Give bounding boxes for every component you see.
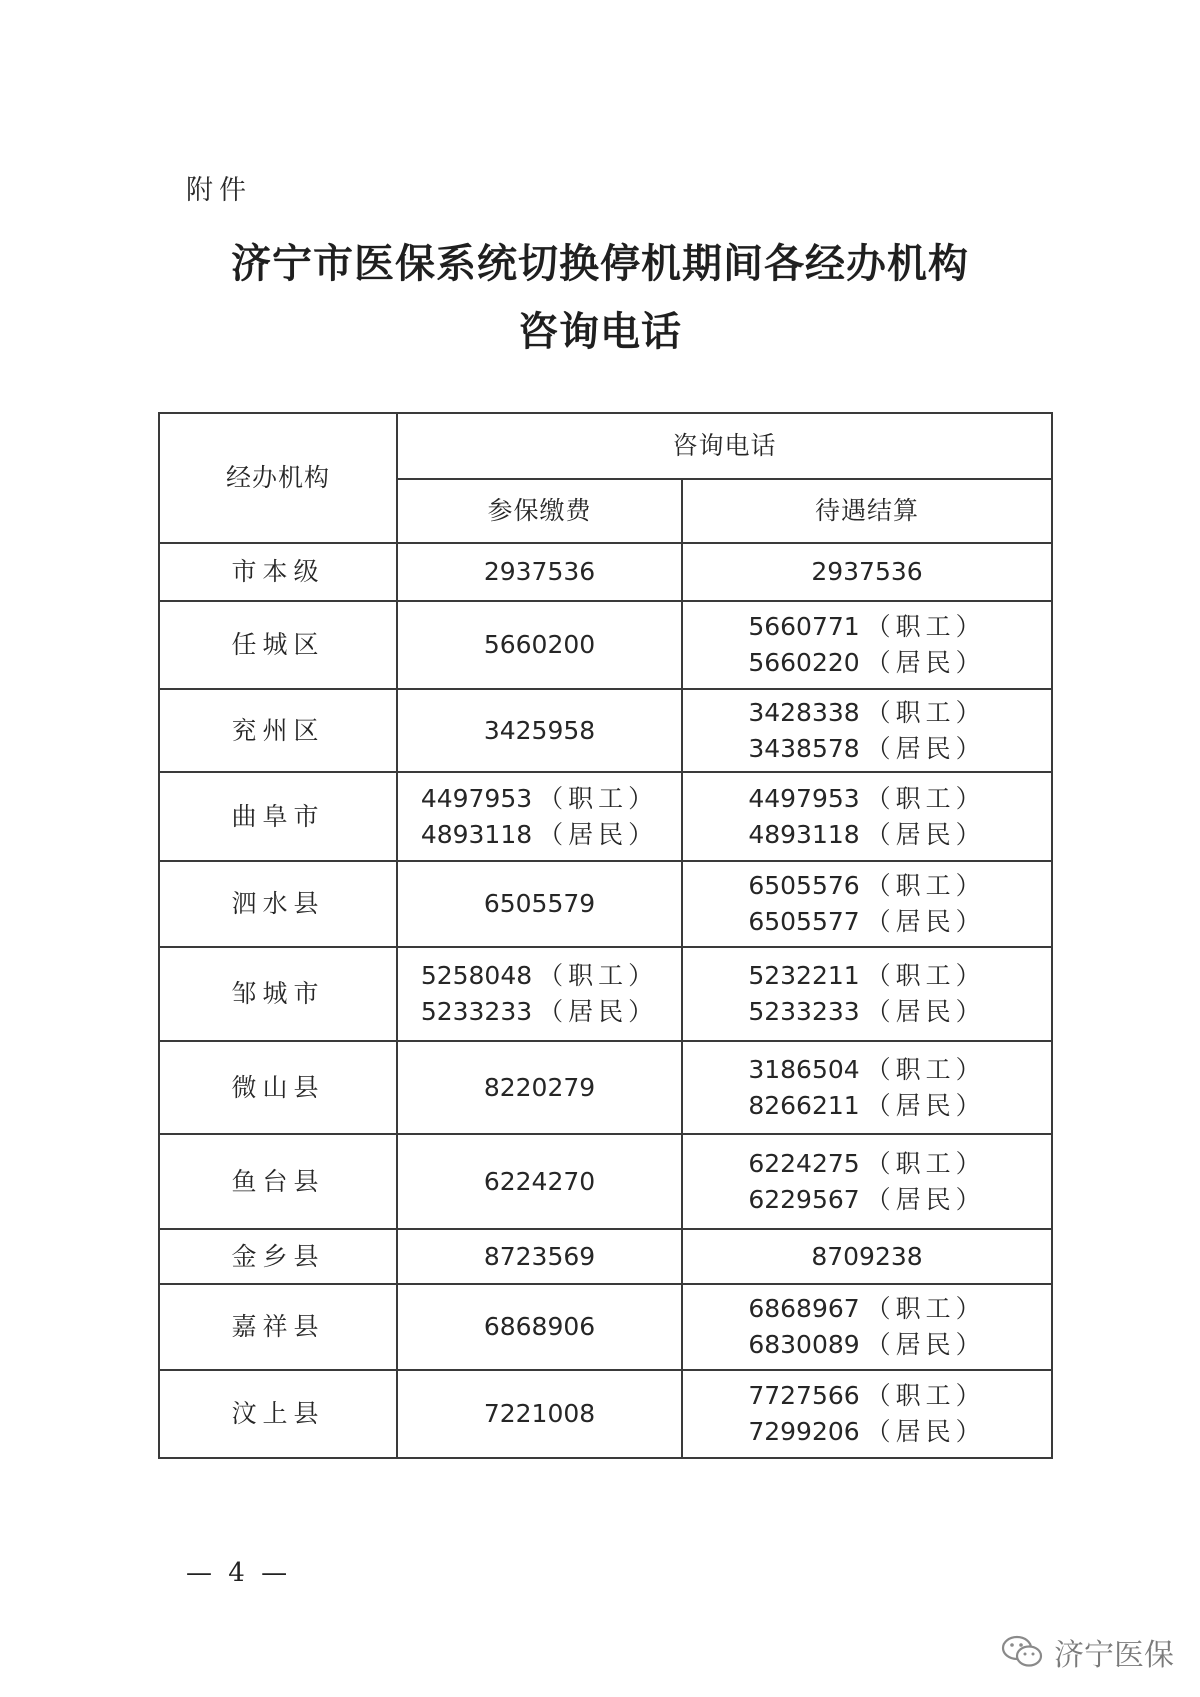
phone-category-tag: （职工） (865, 697, 986, 727)
phone-number: 5660200 (483, 630, 596, 659)
phone-line (398, 1239, 681, 1275)
phone-line (683, 645, 1051, 681)
phone-number: 5660220 (748, 648, 860, 677)
settlement-phone-cell (682, 861, 1052, 947)
settlement-phone-cell (682, 601, 1052, 689)
payment-phone-cell (397, 543, 682, 601)
payment-phone-cell (397, 1284, 682, 1370)
phone-category-tag: （职工） (865, 1054, 986, 1084)
phone-number: 5660771 (748, 612, 860, 641)
phone-number: 6868967 (748, 1294, 860, 1323)
settlement-phone-cell (682, 1370, 1052, 1458)
phone-number: 6868906 (483, 1312, 596, 1341)
phone-number: 6224275 (748, 1148, 860, 1178)
phone-number: 6505577 (748, 907, 860, 936)
phone-line (683, 1378, 1051, 1414)
phone-line (398, 1070, 681, 1106)
header-benefit-settlement: 待遇结算 (682, 479, 1052, 543)
table-row (159, 772, 1052, 861)
phone-number: 8266211 (748, 1090, 860, 1120)
payment-phone-cell (397, 947, 682, 1041)
phone-number: 6229567 (748, 1184, 860, 1214)
settlement-phone-cell (682, 947, 1052, 1041)
agency-cell: 邹城市 (159, 947, 397, 1041)
phone-number: 8709238 (811, 1241, 923, 1271)
document-title-line-2: 咨询电话 (518, 309, 682, 355)
phone-category-tag: （职工） (538, 961, 659, 990)
settlement-phone-cell (682, 1134, 1052, 1229)
phone-category-tag: （居民） (865, 1090, 986, 1120)
phone-category-tag: （居民） (865, 648, 986, 677)
page-number: — 4 — (186, 1558, 292, 1588)
phone-line (398, 817, 681, 853)
phone-line (683, 904, 1051, 940)
table-row (159, 1284, 1052, 1370)
table-row (159, 861, 1052, 947)
phone-number: 8723569 (483, 1241, 596, 1271)
phone-category-tag: （居民） (865, 819, 986, 849)
phone-line (683, 609, 1051, 645)
phone-category-tag: （居民） (538, 819, 659, 849)
watermark (1000, 1630, 1174, 1674)
phone-category-tag: （居民） (865, 733, 986, 763)
agency-cell: 汶上县 (159, 1370, 397, 1458)
settlement-phone-cell (682, 1229, 1052, 1284)
table-row (159, 1134, 1052, 1229)
payment-phone-cell (397, 601, 682, 689)
phone-category-tag: （职工） (538, 783, 659, 813)
agency-cell: 任城区 (159, 601, 397, 689)
settlement-phone-cell (682, 772, 1052, 861)
phone-category-tag: （职工） (865, 783, 986, 813)
agency-cell: 嘉祥县 (159, 1284, 397, 1370)
settlement-phone-cell (682, 1284, 1052, 1370)
phone-number: 8220279 (483, 1072, 596, 1102)
phone-line (683, 1327, 1051, 1363)
table-row (159, 543, 1052, 601)
phone-line (683, 994, 1051, 1030)
phone-category-tag: （职工） (865, 871, 986, 900)
phone-line (398, 554, 681, 590)
phone-line (683, 1239, 1051, 1275)
agency-cell: 市本级 (159, 543, 397, 601)
phone-category-tag: （职工） (865, 1148, 986, 1178)
phone-number: 5258048 (420, 961, 533, 990)
payment-phone-cell (397, 1134, 682, 1229)
wechat-icon (1000, 1633, 1044, 1671)
phone-number: 4893118 (748, 819, 860, 849)
phone-line (683, 781, 1051, 817)
phone-category-tag: （居民） (865, 1330, 986, 1359)
header-insurance-payment: 参保缴费 (397, 479, 682, 543)
phone-number: 4893118 (420, 819, 533, 849)
phone-line (683, 731, 1051, 767)
table-row (159, 1370, 1052, 1458)
phone-number: 6830089 (748, 1330, 860, 1359)
phone-line (398, 1309, 681, 1345)
phone-line (683, 958, 1051, 994)
settlement-phone-cell (682, 1041, 1052, 1134)
phone-line (683, 1052, 1051, 1088)
phone-category-tag: （居民） (865, 907, 986, 936)
phone-category-tag: （居民） (865, 1184, 986, 1214)
phone-line (398, 958, 681, 994)
phone-category-tag: （居民） (538, 997, 659, 1026)
document-title-line-1: 济宁市医保系统切换停机期间各经办机构 (231, 241, 969, 287)
phone-line (398, 1396, 681, 1432)
phone-line (398, 994, 681, 1030)
agency-cell: 兖州区 (159, 689, 397, 772)
watermark-text: 济宁医保 (1054, 1638, 1174, 1673)
phone-number: 6505579 (483, 889, 596, 918)
phone-line (683, 868, 1051, 904)
phone-line (683, 1146, 1051, 1182)
phone-line (683, 554, 1051, 590)
phone-line (683, 1088, 1051, 1124)
consultation-phone-table (158, 412, 1053, 1459)
phone-number: 2937536 (811, 557, 923, 586)
header-agency: 经办机构 (159, 413, 397, 543)
phone-number: 5232211 (748, 961, 860, 990)
payment-phone-cell (397, 689, 682, 772)
payment-phone-cell (397, 1229, 682, 1284)
table-row (159, 1041, 1052, 1134)
phone-category-tag: （居民） (865, 1417, 986, 1446)
phone-number: 2937536 (483, 557, 596, 586)
payment-phone-cell (397, 861, 682, 947)
agency-cell: 曲阜市 (159, 772, 397, 861)
phone-number: 6224270 (483, 1166, 596, 1196)
table-row (159, 1229, 1052, 1284)
phone-line (398, 627, 681, 663)
payment-phone-cell (397, 772, 682, 861)
phone-number: 5233233 (748, 997, 860, 1026)
phone-line (398, 886, 681, 922)
agency-cell: 金乡县 (159, 1229, 397, 1284)
phone-number: 7299206 (748, 1417, 860, 1446)
table-row (159, 601, 1052, 689)
phone-line (683, 1291, 1051, 1327)
payment-phone-cell (397, 1370, 682, 1458)
phone-number: 4497953 (420, 783, 533, 813)
phone-category-tag: （职工） (865, 1294, 986, 1323)
phone-number: 4497953 (748, 783, 860, 813)
phone-line (683, 817, 1051, 853)
phone-number: 7727566 (748, 1381, 860, 1410)
phone-line (398, 781, 681, 817)
header-consultation-phone: 咨询电话 (397, 413, 1052, 479)
phone-category-tag: （居民） (865, 997, 986, 1026)
phone-category-tag: （职工） (865, 1381, 986, 1410)
phone-number: 3425958 (483, 715, 596, 745)
attachment-label: 附件 (186, 175, 252, 206)
phone-category-tag: （职工） (865, 961, 986, 990)
phone-line (683, 695, 1051, 731)
table-body (159, 543, 1052, 1458)
settlement-phone-cell (682, 543, 1052, 601)
agency-cell: 微山县 (159, 1041, 397, 1134)
settlement-phone-cell (682, 689, 1052, 772)
phone-number: 3438578 (748, 733, 860, 763)
phone-number: 3186504 (748, 1054, 860, 1084)
phone-category-tag: （职工） (865, 612, 986, 641)
table-header-row (159, 413, 1052, 479)
phone-line (398, 713, 681, 749)
phone-line (683, 1414, 1051, 1450)
payment-phone-cell (397, 1041, 682, 1134)
phone-line (683, 1182, 1051, 1218)
phone-number: 5233233 (420, 997, 533, 1026)
phone-number: 6505576 (748, 871, 860, 900)
agency-cell: 鱼台县 (159, 1134, 397, 1229)
phone-line (398, 1164, 681, 1200)
table-row (159, 689, 1052, 772)
agency-cell: 泗水县 (159, 861, 397, 947)
table-row (159, 947, 1052, 1041)
phone-number: 7221008 (483, 1399, 596, 1428)
phone-number: 3428338 (748, 697, 860, 727)
